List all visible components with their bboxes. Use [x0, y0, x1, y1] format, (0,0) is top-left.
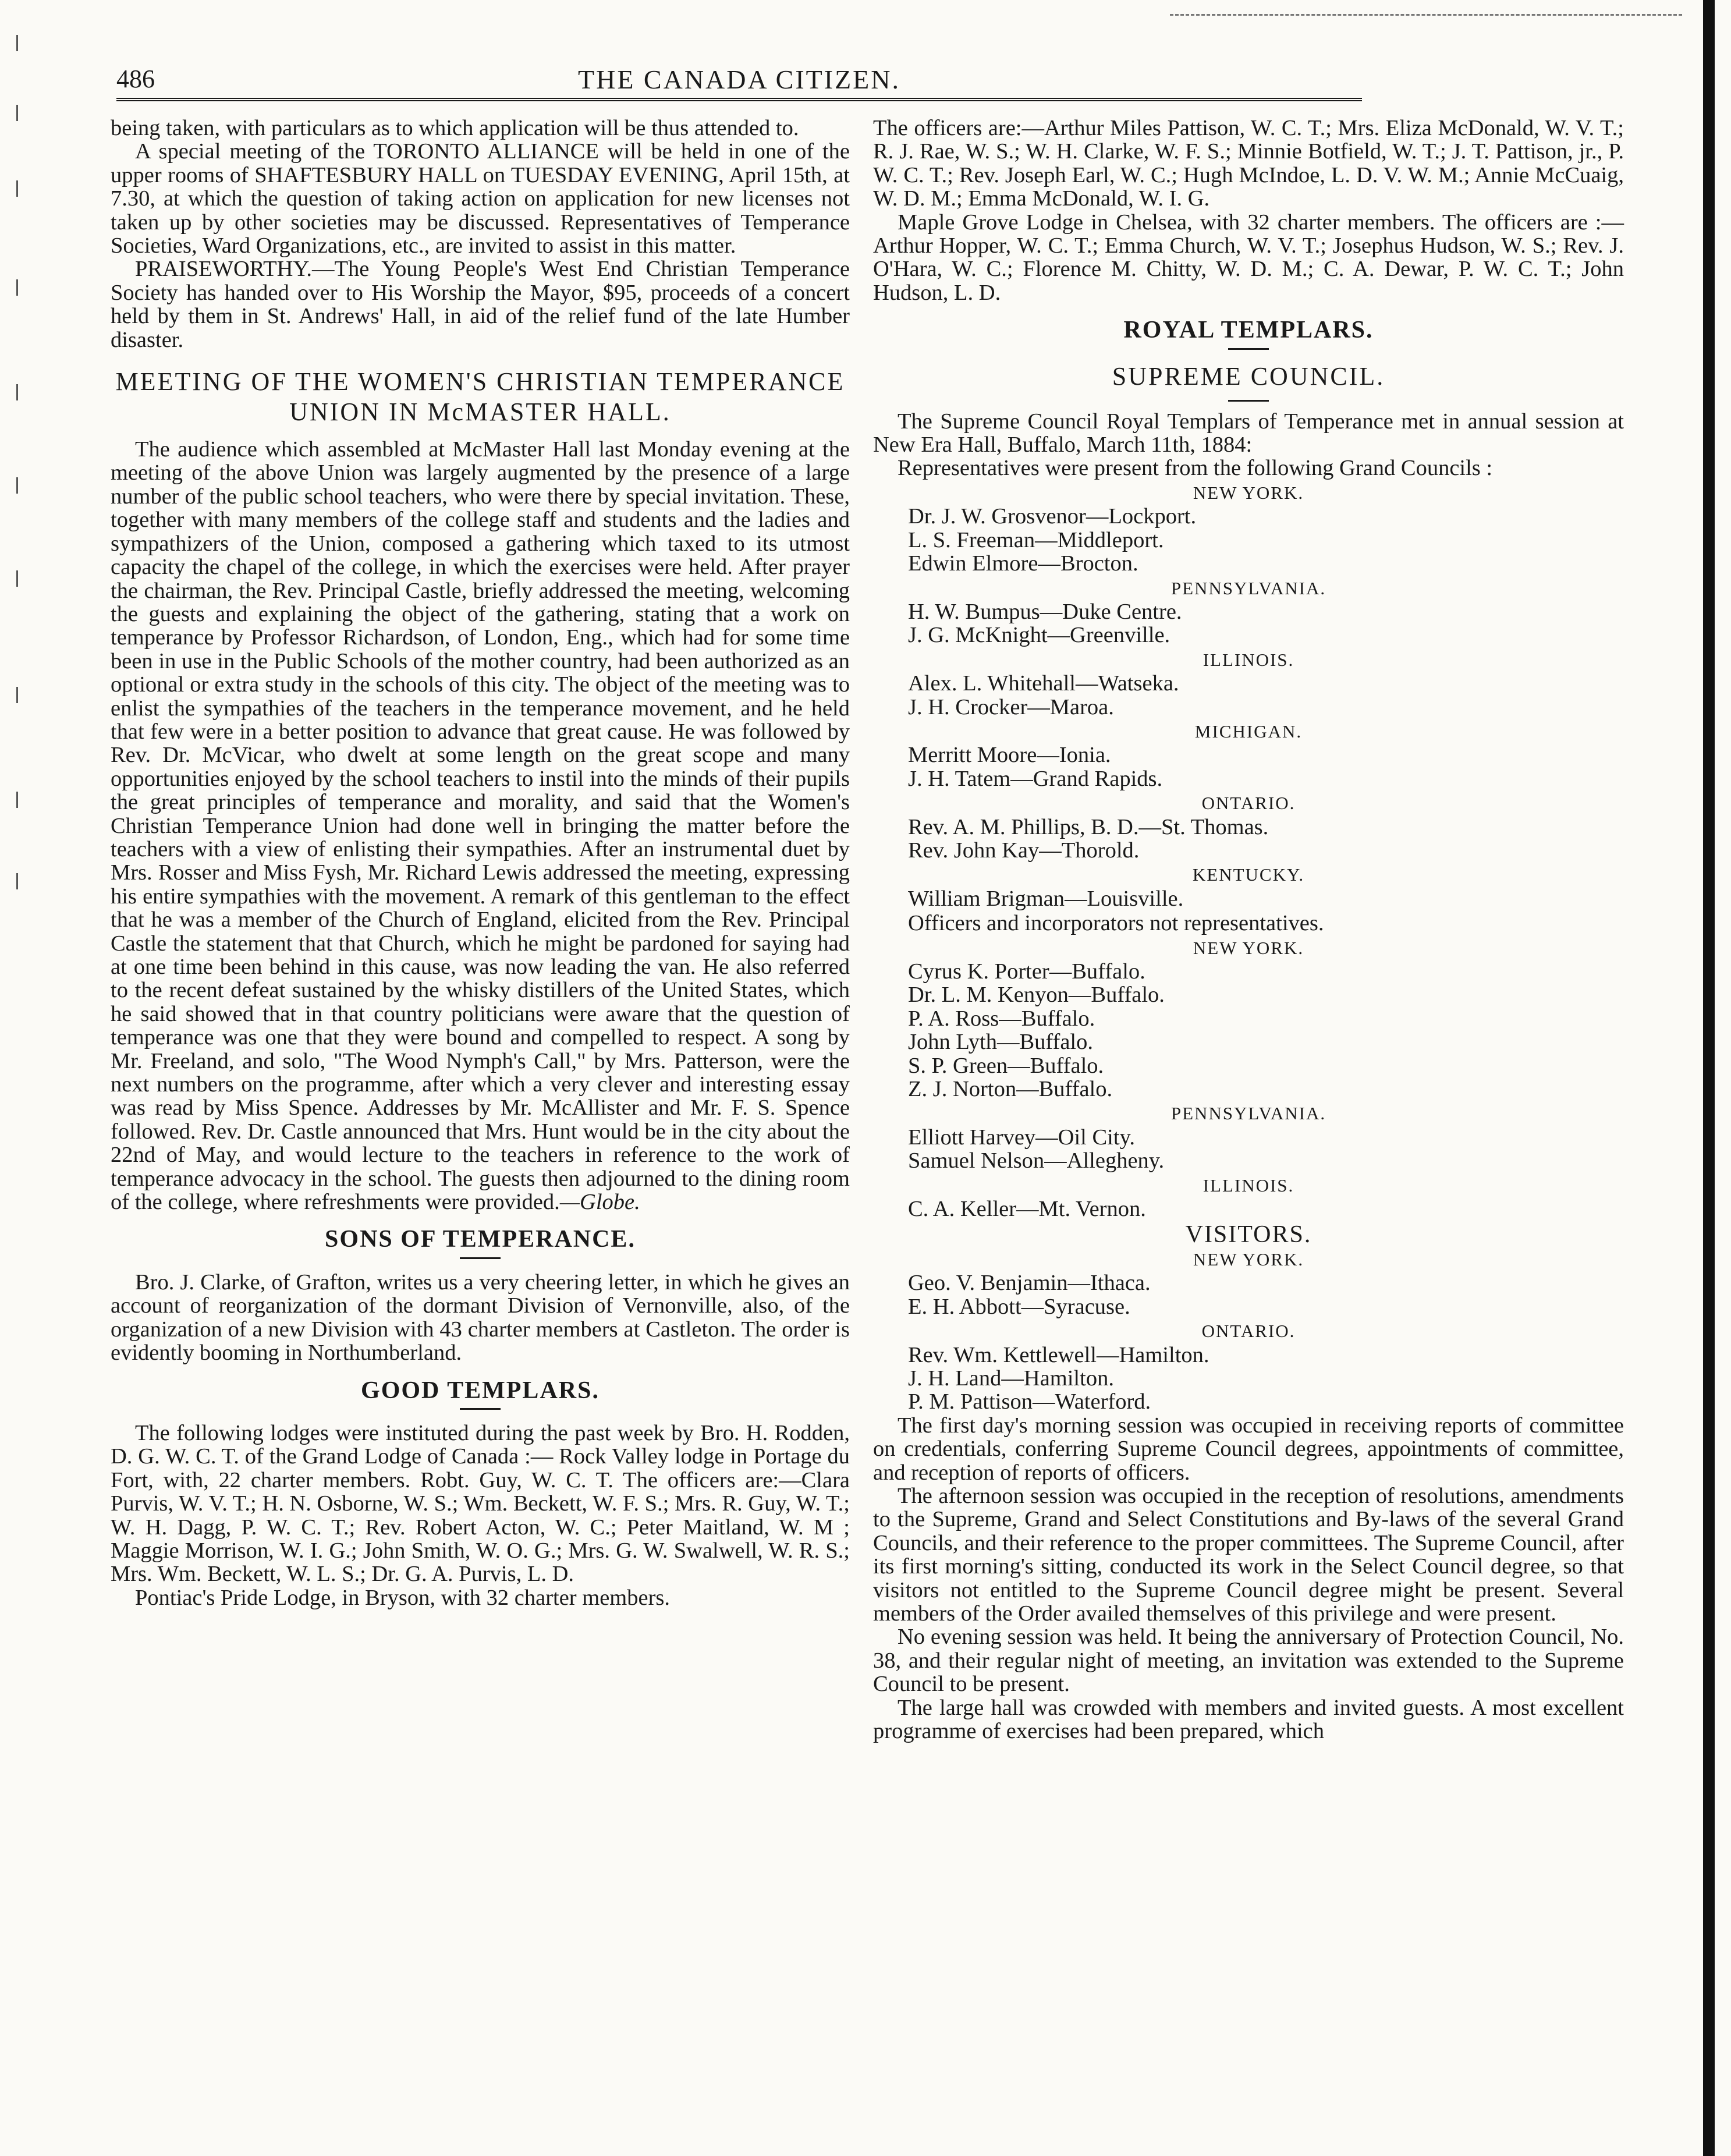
wctu-source: —Globe. — [559, 1190, 640, 1215]
member-entry: Merritt Moore—Ionia. — [908, 743, 1111, 768]
member-entry: S. P. Green—Buffalo. — [908, 1053, 1104, 1078]
member-entry: J. H. Tatem—Grand Rapids. — [908, 766, 1163, 791]
member-entry: Rev. Wm. Kettlewell—Hamilton. — [908, 1342, 1209, 1367]
maple-grove-lodge: Maple Grove Lodge in Chelsea, with 32 charter members. The officers are :—Arthur Hopper, W. C. T.; Emma Church, W. V. T.; Josephus Hudson, W. S.; Rev. J. O'Hara, W. C.; Florence M. Chitty, W. D. M.; C. A. Dewar, P. W. C. T.; John Hudson, L. D. — [873, 210, 1624, 305]
member-entry: L. S. Freeman—Middleport. — [908, 527, 1164, 552]
alliance-notice: A special meeting of the TORONTO ALLIANCE will be held in one of the upper rooms of SHAFTESBURY HALL on TUESDAY EVENING, April 15th, at 7.30, at which the question of taking action on application for new licenses not taken up by other societies may be discussed. Representatives of Temperance Societies, Ward Organizations, etc., are invited to assist in this matter. — [111, 139, 850, 258]
evening-paragraph: No evening session was held. It being the anniversary of Protection Council, No. 38, and their regular night of meeting, an invitation was extended to the Supreme Council to be present. — [873, 1625, 1624, 1697]
sons-article: Bro. J. Clarke, of Grafton, writes us a very cheering letter, in which he gives an account of reorganization of the dormant Division of Vernonville, also, of the organization of a new Division with 43 charter members at Castleton. The order is evidently booming in Northumberland. — [111, 1270, 850, 1366]
member-entry: Cyrus K. Porter—Buffalo. — [908, 959, 1145, 984]
page-header — [116, 64, 1362, 93]
top-dashed-rule — [1170, 14, 1682, 16]
member-entry: J. H. Land—Hamilton. — [908, 1366, 1114, 1391]
member-entry: Rev. A. M. Phillips, B. D.—St. Thomas. — [908, 814, 1269, 839]
member-entry: Samuel Nelson—Allegheny. — [908, 1148, 1165, 1173]
margin-marks — [10, 35, 28, 908]
visitors-heading: VISITORS. — [1185, 1221, 1312, 1249]
state-heading: KENTUCKY. — [1192, 864, 1305, 885]
right-column — [873, 116, 1624, 1743]
state-heading: ILLINOIS. — [1203, 1175, 1294, 1196]
afternoon-paragraph: The afternoon session was occupied in the reception of resolutions, amendments to the Supreme, Grand and Select Constitutions and By-laws of the several Grand Councils, and their reference to the proper committees. The Supreme Council, after its first morning's sitting, conducted its work in the Select Council degree, so that visitors not entitled to the Supreme Council degree might be present. Several members of the Order availed themselves of this privilege and were present. — [873, 1483, 1624, 1626]
officers-continuation: The officers are:—Arthur Miles Pattison, W. C. T.; Mrs. Eliza McDonald, W. V. T.; R. J. Rae, W. S.; W. H. Clarke, W. F. S.; Minnie Botfield, W. T.; J. T. Pattison, jr., P. W. C. T.; Rev. Joseph Earl, W. C.; Hugh McIndoe, L. D. V. W. M.; Annie McCuaig, W. D. M.; Emma McDonald, W. I. G. — [873, 116, 1624, 211]
masthead: THE CANADA CITIZEN. — [578, 65, 900, 94]
state-heading: MICHIGAN. — [1194, 721, 1303, 742]
officer-groups — [873, 937, 1624, 1221]
state-heading: NEW YORK. — [1193, 937, 1304, 958]
member-entry: Edwin Elmore—Brocton. — [908, 551, 1138, 576]
wctu-heading: MEETING OF THE WOMEN'S CHRISTIAN TEMPERANCE UNION IN McMASTER HALL. — [115, 367, 845, 427]
royal-templars-heading: ROYAL TEMPLARS. — [873, 318, 1624, 349]
large-hall-paragraph: The large hall was crowded with members and invited guests. A most excellent programme of exercises had been prepared, which — [873, 1695, 1624, 1743]
good-templars-article: The following lodges were instituted during the past week by Bro. H. Rodden, D. G. W. C. T. of the Grand Lodge of Canada :— Rock Valley lodge in Portage du Fort, with, 22 charter members. Robt. Guy, W. C. T. The officers are:—Clara Purvis, W. V. T.; H. N. Osborne, W. S.; Wm. Beckett, W. F. S.; Mrs. R. Guy, W. T.; W. H. Dagg, P. W. C. T.; Rev. Robert Acton, W. C.; Peter Maitland, W. M ; Maggie Morrison, W. I. G.; John Smith, W. O. G.; Mrs. G. W. Swalwell, W. R. S.; Mrs. Wm. Beckett, W. L. S.; Dr. G. A. Purvis, L. D. — [111, 1420, 850, 1587]
member-entry: J. H. Crocker—Maroa. — [908, 694, 1114, 719]
member-entry: E. H. Abbott—Syracuse. — [908, 1294, 1130, 1319]
representatives-intro: Representatives were present from the following Grand Councils : — [898, 456, 1493, 481]
state-heading: NEW YORK. — [1193, 482, 1304, 503]
member-entry: William Brigman—Louisville. — [908, 886, 1184, 911]
state-heading: NEW YORK. — [1193, 1249, 1304, 1270]
member-entry: Alex. L. Whitehall—Watseka. — [908, 671, 1179, 696]
member-entry: Elliott Harvey—Oil City. — [908, 1125, 1135, 1150]
left-column — [111, 116, 850, 1609]
member-entry: Dr. J. W. Grosvenor—Lockport. — [908, 504, 1197, 529]
member-entry: C. A. Keller—Mt. Vernon. — [908, 1197, 1146, 1222]
member-entry: John Lyth—Buffalo. — [908, 1030, 1093, 1055]
sons-heading: SONS OF TEMPERANCE. — [111, 1228, 850, 1258]
state-heading: PENNSYLVANIA. — [1170, 577, 1326, 598]
pontiac-lodge: Pontiac's Pride Lodge, in Bryson, with 32 charter members. — [135, 1585, 670, 1610]
wctu-article — [111, 438, 850, 1214]
member-entry: J. G. McKnight—Greenville. — [908, 623, 1170, 648]
wctu-body: The audience which assembled at McMaster Hall last Monday evening at the meeting of the above Union was largely augmented by the presence of a large number of the public school teachers, who were there by special invitation. These, together with many members of the college staff and students and the ladies and sympathizers of the Union, composed a gathering which taxed to its utmost capacity the chapel of the college, in which the exercises were held. After prayer the chairman, the Rev. Principal Castle, briefly addressed the meeting, welcoming the guests and explaining the object of the gathering, stating that a work on temperance by Professor Richardson, of London, Eng., which had for some time been in use in the Public Schools of the mother country, had been authorized as an optional or extra study in the schools of this city. The object of the meeting was to enlist the sympathies of the teachers in the temperance movement, and he held that few were in a better position to advance that great cause. He was followed by Rev. Dr. McVicar, who dwelt at some length on the great scope and many opportunities enjoyed by the school teachers to instil into the minds of their pupils the great principles of temperance and morality, and said that the Women's Christian Temperance Union had done well in bringing the matter before the teachers with a view of enlisting their sympathies. After an instrumental duet by Mrs. Rosser and Miss Fysh, Mr. Richard Lewis addressed the meeting, expressing his entire sympathies with the movement. A remark of this gentleman to the effect that he was a member of the Church of England, elicited from the Rev. Principal Castle the statement that that Church, which he might be pardoned for saying had at one time been behind in this cause, was now leading the van. He also referred to the recent defeat sustained by the whisky distillers of the United States, which he said showed that in that country politicians were aware that the question of temperance was one that they were bound and compelled to respect. A song by Mr. Freeland, and solo, "The Wood Nymph's Call," by Mrs. Patterson, were the next numbers on the programme, after which a very clever and interesting essay was read by Miss Spence. Addresses by Mr. McAllister and Mr. F. S. Spence followed. Rev. Dr. Castle announced that Mrs. Hunt would be in the city about the 22nd of May, and would lecture to the teachers in reference to the work of temperance advocacy in the school. The guests then adjourned to the dining room of the college, where refreshments were provided. — [111, 437, 850, 1215]
representative-groups — [873, 481, 1624, 910]
officers-label: Officers and incorporators not representatives. — [908, 911, 1324, 936]
page-number: 486 — [116, 65, 155, 93]
header-rule — [116, 98, 1362, 101]
good-templars-heading: GOOD TEMPLARS. — [111, 1379, 850, 1410]
supreme-council-intro: The Supreme Council Royal Templars of Temperance met in annual session at New Era Hall, Buffalo, March 11th, 1884: — [873, 409, 1624, 458]
member-entry: Dr. L. M. Kenyon—Buffalo. — [908, 983, 1165, 1008]
praiseworthy-notice: PRAISEWORTHY.—The Young People's West End Christian Temperance Society has handed over to His Worship the Mayor, $95, proceeds of a concert held by them in St. Andrews' Hall, in aid of the relief fund of the late Humber disaster. — [111, 257, 850, 352]
visitor-groups — [873, 1248, 1624, 1414]
first-day-paragraph: The first day's morning session was occupied in receiving reports of committee on credentials, conferring Supreme Council degrees, appointments of committee, and reception of reports of officers. — [873, 1413, 1624, 1485]
supreme-council-heading: SUPREME COUNCIL. — [873, 361, 1624, 402]
member-entry: H. W. Bumpus—Duke Centre. — [908, 599, 1182, 624]
member-entry: P. A. Ross—Buffalo. — [908, 1006, 1095, 1031]
state-heading: ONTARIO. — [1201, 793, 1296, 814]
member-entry: Rev. John Kay—Thorold. — [908, 838, 1140, 863]
member-entry: Geo. V. Benjamin—Ithaca. — [908, 1271, 1151, 1296]
member-entry: P. M. Pattison—Waterford. — [908, 1389, 1151, 1414]
state-heading: ONTARIO. — [1201, 1321, 1296, 1342]
state-heading: ILLINOIS. — [1203, 649, 1294, 670]
binding-edge — [1703, 0, 1715, 2156]
continuation-paragraph: being taken, with particulars as to which application will be thus attended to. — [111, 116, 799, 140]
member-entry: Z. J. Norton—Buffalo. — [908, 1077, 1113, 1102]
state-heading: PENNSYLVANIA. — [1170, 1103, 1326, 1124]
